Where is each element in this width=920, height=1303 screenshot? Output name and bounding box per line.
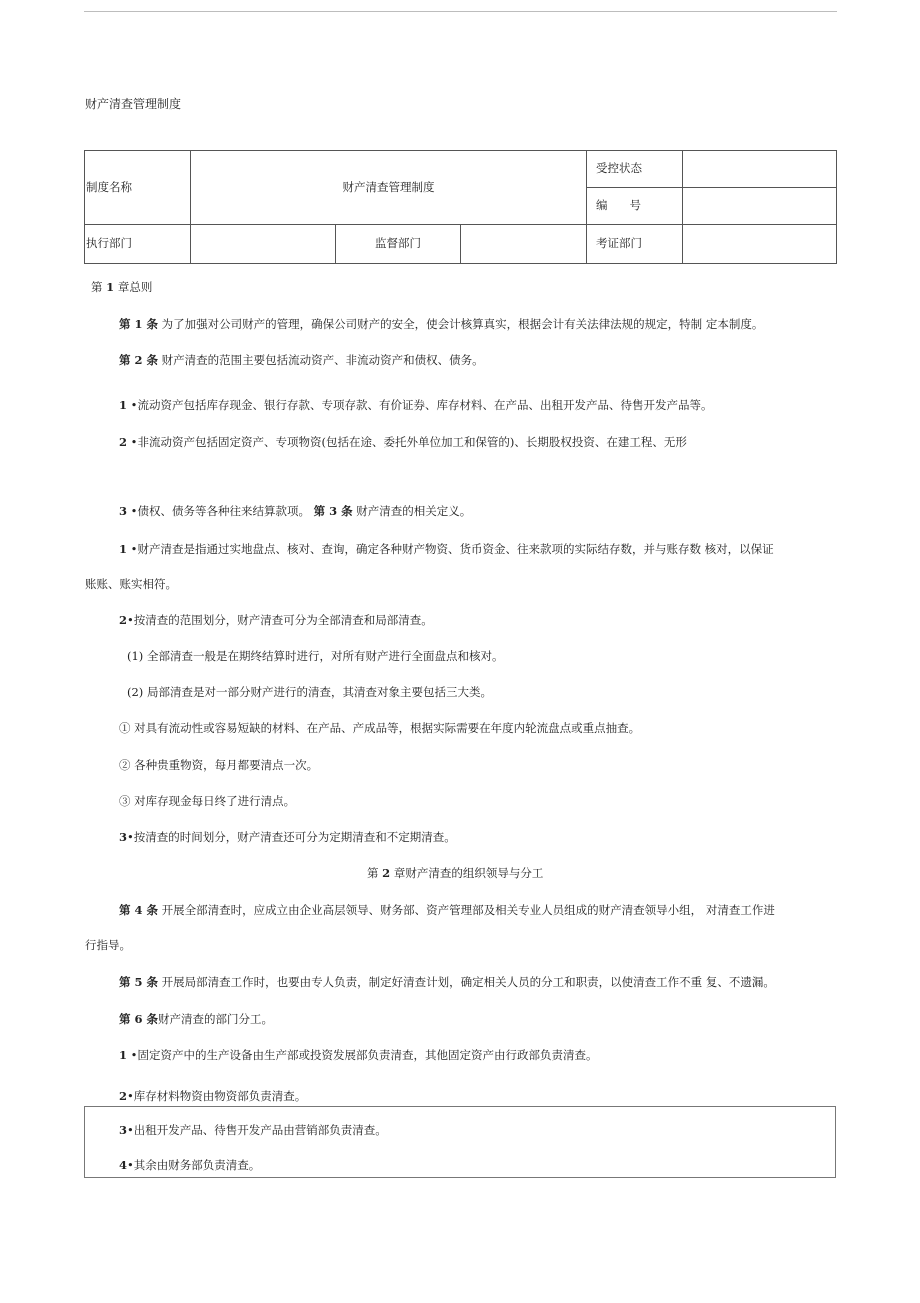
- division-item-2: 2•库存材料物资由物资部负责清查。: [119, 1089, 307, 1103]
- chapter-1-heading: 第 1 章总则: [91, 280, 153, 294]
- definition-1-cont: 账账、账实相符。: [85, 577, 177, 591]
- division-item-3: 3•出租开发产品、待售开发产品由营销部负责清查。: [119, 1123, 387, 1137]
- article-6: 第 6 条财产清查的部门分工。: [119, 1012, 274, 1026]
- verify-dept-value: [683, 225, 837, 264]
- division-item-1: 1 •固定资产中的生产设备由生产部或投资发展部负责清查，其他固定资产由行政部负责清查。: [119, 1048, 598, 1062]
- article-4: 第 4 条 开展全部清查时，应成立由企业高层领导、财务部、资产管理部及相关专业人员组成的财产清查领导小组， 对清查工作进: [119, 903, 775, 917]
- supervise-dept-label: 监督部门: [336, 225, 461, 264]
- system-name-value: 财产清查管理制度: [191, 151, 587, 225]
- exec-dept-value: [191, 225, 336, 264]
- category-2: ② 各种贵重物资，每月都要清点一次。: [119, 758, 319, 772]
- control-status-label: 受控状态: [587, 151, 683, 188]
- scope-item-2: 2 •非流动资产包括固定资产、专项物资(包括在途、委托外单位加工和保管的)、长期股权投资、在建工程、无形: [119, 435, 687, 449]
- control-status-value: [683, 151, 837, 188]
- top-rule: [84, 11, 837, 12]
- definition-3: 3•按清查的时间划分，财产清查还可分为定期清查和不定期清查。: [119, 830, 456, 844]
- document-title: 财产清查管理制度: [85, 97, 182, 111]
- chapter-2-heading: 第 2 章财产清查的组织领导与分工: [367, 866, 544, 880]
- supervise-dept-value: [461, 225, 587, 264]
- scope-item-3: 3 •债权、债务等各种往来结算款项。 第 3 条 财产清查的相关定义。: [119, 504, 472, 518]
- article-4-cont: 行指导。: [85, 938, 131, 952]
- number-label: 编 号: [587, 188, 683, 225]
- definition-1: 1 •财产清查是指通过实地盘点、核对、查询，确定各种财产物资、货币资金、往来款项的实际结存数，并与账存数 核对，以保证: [119, 542, 774, 556]
- system-name-label: 制度名称: [85, 151, 191, 225]
- category-3: ③ 对库存现金每日终了进行清点。: [119, 794, 296, 808]
- article-5: 第 5 条 开展局部清查工作时，也要由专人负责，制定好清查计划，确定相关人员的分工和职责，以使清查工作不重 复、不遗漏。: [119, 975, 775, 989]
- definition-2-sub-1: (1) 全部清查一般是在期终结算时进行，对所有财产进行全面盘点和核对。: [127, 649, 504, 663]
- article-1: 第 1 条 为了加强对公司财产的管理，确保公司财产的安全，使会计核算真实，根据会计有关法律法规的规定，特制 定本制度。: [119, 317, 764, 331]
- category-1: ① 对具有流动性或容易短缺的材料、在产品、产成品等，根据实际需要在年度内轮流盘点或重点抽查。: [119, 721, 641, 735]
- article-2: 第 2 条 财产清查的范围主要包括流动资产、非流动资产和债权、债务。: [119, 353, 484, 367]
- definition-2-sub-2: (2) 局部清查是对一部分财产进行的清查，其清查对象主要包括三大类。: [127, 685, 492, 699]
- scope-item-1: 1 •流动资产包括库存现金、银行存款、专项存款、有价证券、库存材料、在产品、出租开发产品、待售开发产品等。: [119, 398, 713, 412]
- division-item-4: 4•其余由财务部负责清查。: [119, 1158, 261, 1172]
- info-table: [84, 150, 837, 264]
- definition-2: 2•按清查的范围划分，财产清查可分为全部清查和局部清查。: [119, 613, 433, 627]
- number-value: [683, 188, 837, 225]
- exec-dept-label: 执行部门: [85, 225, 191, 264]
- verify-dept-label: 考证部门: [587, 225, 683, 264]
